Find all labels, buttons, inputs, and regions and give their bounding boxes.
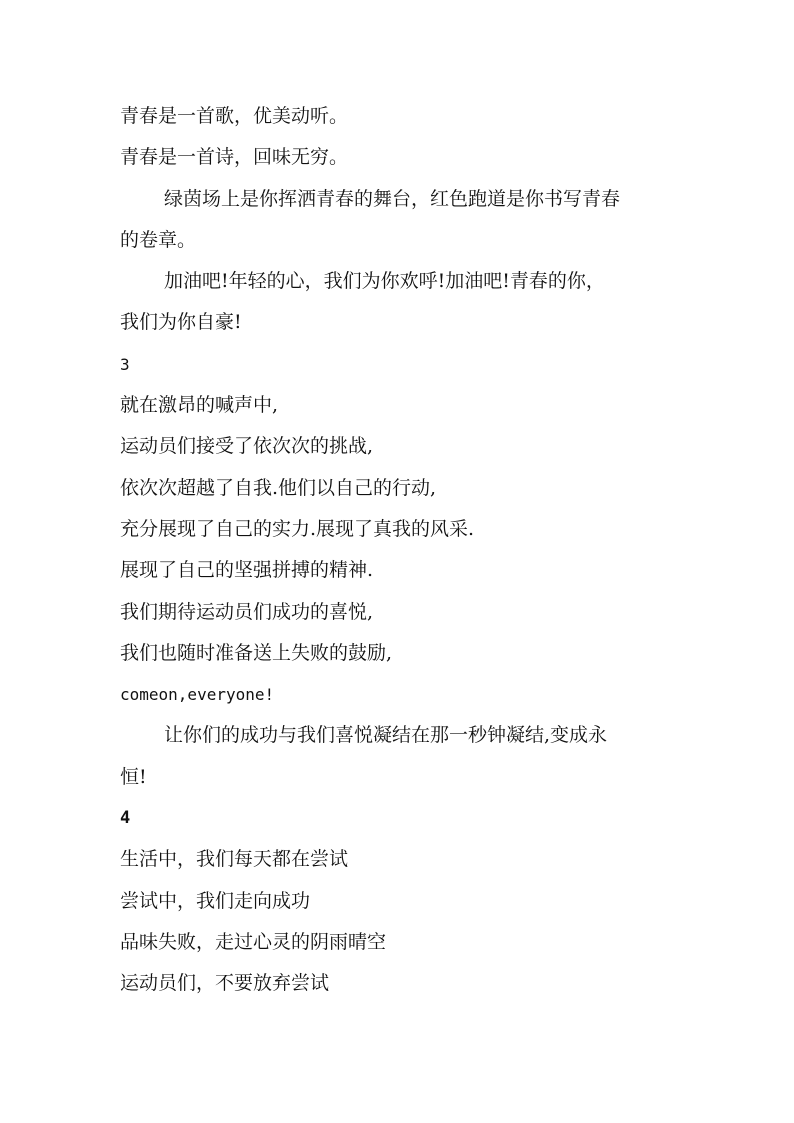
text-line: 让你们的成功与我们喜悦凝结在那一秒钟凝结,变成永: [164, 724, 608, 747]
text-line: 尝试中，我们走向成功: [120, 889, 311, 912]
section-number: 4: [120, 808, 131, 829]
text-line: 我们也随时准备送上失败的鼓励,: [120, 641, 393, 664]
text-line: 依次次超越了自我.他们以自己的行动,: [120, 476, 437, 499]
text-line: 就在激昂的喊声中,: [120, 394, 279, 417]
text-line: 恒!: [120, 765, 147, 788]
text-line: 青春是一首诗，回味无穷。: [120, 146, 349, 169]
text-line: 充分展现了自己的实力.展现了真我的风采.: [120, 517, 475, 540]
text-line: 生活中，我们每天都在尝试: [120, 848, 349, 871]
text-line: 绿茵场上是你挥洒青春的舞台，红色跑道是你书写青春: [164, 187, 621, 210]
text-line: 加油吧!年轻的心，我们为你欢呼!加油吧!青春的你，: [164, 270, 605, 293]
text-line: 的卷章。: [120, 228, 197, 251]
text-line: 运动员们，不要放弃尝试: [120, 972, 330, 995]
text-line: 我们期待运动员们成功的喜悦,: [120, 600, 374, 623]
text-line: 品味失败，走过心灵的阴雨晴空: [120, 930, 387, 953]
text-line: 展现了自己的坚强拼搏的精神.: [120, 559, 374, 582]
text-line: 运动员们接受了依次次的挑战,: [120, 435, 374, 458]
text-line: comeon,everyone!: [120, 685, 275, 705]
text-line: 我们为你自豪!: [120, 311, 242, 334]
document-body: [120, 96, 680, 1005]
section-number: 3: [120, 354, 130, 374]
text-line: 青春是一首歌，优美动听。: [120, 105, 349, 127]
